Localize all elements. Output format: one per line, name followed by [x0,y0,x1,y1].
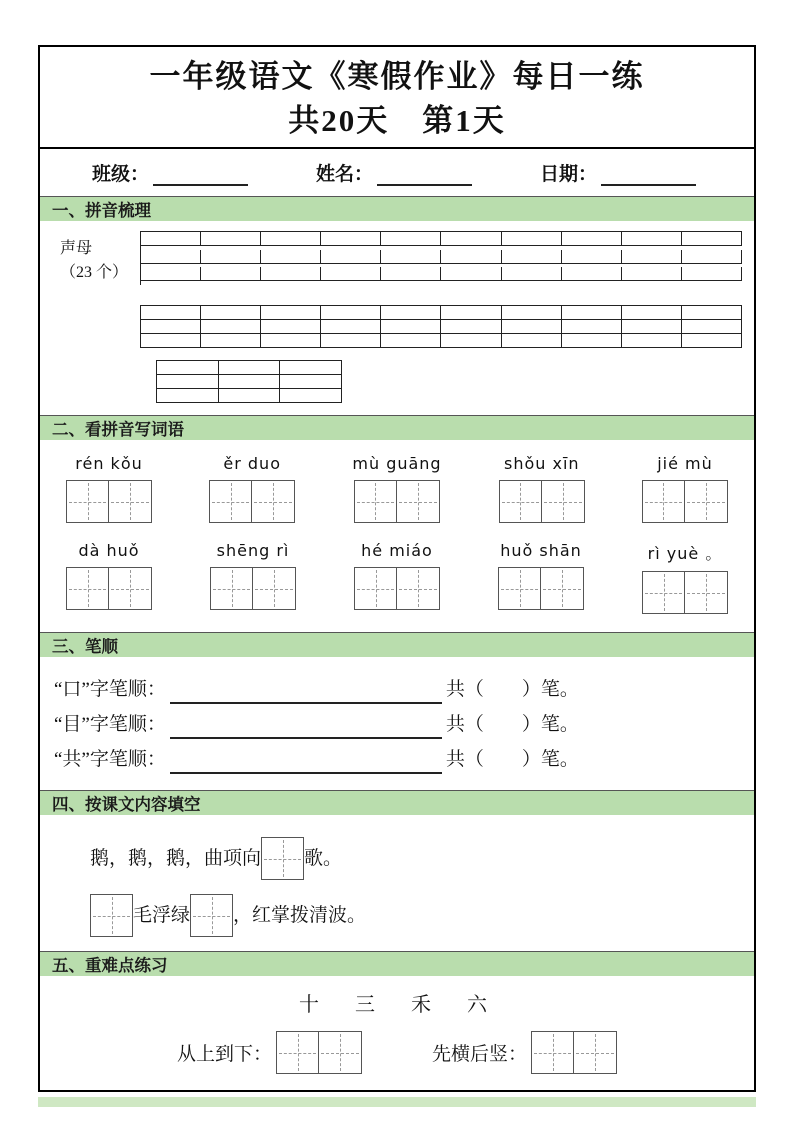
initials-label-line2: （23 个） [60,264,129,281]
pinyin-grid-cell[interactable] [261,267,321,281]
pinyin-grid-cell[interactable] [502,250,562,264]
pinyin-grid-cell[interactable] [622,267,682,281]
pinyin-grid-cell[interactable] [562,320,622,334]
date-label: 日期： [539,164,597,185]
stroke-answer-line[interactable] [170,750,442,774]
pinyin-grid-cell[interactable] [261,334,321,348]
pinyin-grid-table-1 [140,231,742,285]
writing-box[interactable] [685,480,728,523]
pinyin-grid-cell[interactable] [157,375,219,389]
writing-box[interactable] [66,480,109,523]
writing-box[interactable] [319,1031,362,1074]
section2-title: 二、看拼音写词语 [52,421,184,439]
pinyin-grid-cell[interactable] [502,334,562,348]
pinyin-grid-cell[interactable] [321,232,381,246]
word-group [642,454,728,523]
stroke-order-line [54,669,740,704]
word-group [642,541,728,614]
pinyin-grid-cell[interactable] [201,232,261,246]
practice-tasks-row [40,1031,754,1074]
writing-box[interactable] [498,567,541,610]
writing-box-pair [642,480,728,523]
writing-box[interactable] [209,480,252,523]
pinyin-grid-cell[interactable] [141,267,201,281]
pinyin-label: huǒ shān [500,541,582,560]
writing-box[interactable] [642,480,685,523]
pinyin-label: shǒu xīn [504,454,580,473]
writing-box-pair [531,1031,617,1074]
writing-box-pair [66,567,152,610]
class-label: 班级： [92,164,150,185]
header-fields-row [40,149,754,196]
pinyin-grid-cell[interactable] [141,250,201,264]
pinyin-grid-cell[interactable] [502,320,562,334]
stroke-suffix: 共（ ）笔。 [445,714,579,735]
writing-box[interactable] [685,571,728,614]
section4-header-bar [40,790,754,815]
writing-box[interactable] [109,567,152,610]
section4-content [40,815,754,951]
section5-header-bar [40,951,754,976]
pinyin-grid-cell[interactable] [280,389,342,403]
pinyin-grid-cell[interactable] [261,250,321,264]
pinyin-grid-cell[interactable] [321,334,381,348]
initials-label [60,231,140,285]
pinyin-grid-cell[interactable] [219,389,281,403]
pinyin-grid-cell[interactable] [321,306,381,320]
writing-box-pair [642,571,728,614]
pinyin-grid-cell[interactable] [141,334,201,348]
fill-text: 歌。 [304,847,343,869]
section3-content [40,657,754,790]
stroke-order-line [54,739,740,774]
pinyin-grid-cell[interactable] [562,306,622,320]
pinyin-label: ěr duo [223,454,281,473]
pinyin-grid-cell[interactable] [219,375,281,389]
pinyin-grid-cell[interactable] [321,250,381,264]
section3-title: 三、笔顺 [52,638,118,656]
writing-box[interactable] [354,567,397,610]
pinyin-grid-cell[interactable] [622,306,682,320]
pinyin-grid-cell[interactable] [502,306,562,320]
writing-box-pair [499,480,585,523]
pinyin-grid-cell[interactable] [381,250,441,264]
pinyin-grid-cell[interactable] [381,334,441,348]
fill-line-1 [90,837,754,880]
pinyin-label: rì yuè 。 [647,544,723,563]
pinyin-grid-cell[interactable] [562,334,622,348]
pinyin-label: shēng rì [216,541,290,560]
word-group [210,541,296,614]
section1-title: 一、拼音梳理 [52,202,151,220]
writing-box[interactable] [642,571,685,614]
pinyin-grid-cell[interactable] [682,320,742,334]
writing-box[interactable] [276,1031,319,1074]
title-block [40,47,754,149]
pinyin-grid-cell[interactable] [261,320,321,334]
pinyin-grid-cell[interactable] [441,250,501,264]
worksheet-frame [38,45,756,1092]
pinyin-grid-cell[interactable] [622,320,682,334]
fill-text: 毛浮绿 [133,904,191,926]
pinyin-grid-cell[interactable] [682,250,742,264]
task-label: 先横后竖： [432,1044,528,1065]
worksheet-subtitle: 共20天 第1天 [288,103,506,138]
writing-box[interactable] [210,567,253,610]
writing-box-pair [276,1031,362,1074]
pinyin-grid-cell[interactable] [682,232,742,246]
name-blank-line[interactable] [377,164,472,186]
section1-header-bar [40,196,754,221]
stroke-answer-line[interactable] [170,715,442,739]
writing-box[interactable] [531,1031,574,1074]
pinyin-grid-cell[interactable] [201,250,261,264]
stroke-prefix: “共”字笔顺： [54,749,166,770]
section2-content [40,440,754,632]
pinyin-grid-cell[interactable] [219,361,281,375]
date-field [540,159,696,186]
fill-line-2 [90,894,754,937]
pinyin-grid-cell[interactable] [201,334,261,348]
word-group [66,541,152,614]
pinyin-grid-cell[interactable] [562,232,622,246]
pinyin-grid-cell[interactable] [157,389,219,403]
writing-box-pair [354,567,440,610]
writing-box-pair [66,480,152,523]
writing-box[interactable] [499,480,542,523]
pinyin-grid-cell[interactable] [441,232,501,246]
writing-box[interactable] [541,567,584,610]
stroke-suffix: 共（ ）笔。 [445,679,579,700]
writing-box[interactable] [253,567,296,610]
pinyin-grid-cell[interactable] [201,306,261,320]
date-blank-line[interactable] [601,164,696,186]
pinyin-grid-table-3 [156,360,342,403]
writing-box[interactable] [109,480,152,523]
pinyin-grid-cell[interactable] [562,250,622,264]
pinyin-grid-cell[interactable] [682,334,742,348]
writing-box[interactable] [90,894,133,937]
pinyin-grid-cell[interactable] [441,320,501,334]
pinyin-grid-cell[interactable] [502,267,562,281]
pinyin-grid-cell[interactable] [280,361,342,375]
worksheet-title: 一年级语文《寒假作业》每日一练 [149,59,645,94]
word-group [352,454,441,523]
word-group [354,541,440,614]
writing-box-pair [209,480,295,523]
writing-box[interactable] [261,837,304,880]
footer-green-strip [38,1097,756,1107]
name-label: 姓名： [315,164,373,185]
task-top-to-bottom [177,1031,362,1074]
pinyin-grid-cell[interactable] [562,267,622,281]
task-label: 从上到下： [176,1044,272,1065]
initials-label-line1: 声母 [60,240,93,257]
pinyin-grid-cell[interactable] [261,232,321,246]
pinyin-grid-cell[interactable] [622,232,682,246]
word-group [66,454,152,523]
writing-box-pair [354,480,440,523]
writing-box[interactable] [397,567,440,610]
stroke-answer-line[interactable] [170,680,442,704]
pinyin-grid-cell[interactable] [261,306,321,320]
pinyin-grid-cell[interactable] [381,232,441,246]
pinyin-label: rén kǒu [75,454,143,473]
pinyin-grid-cell[interactable] [201,320,261,334]
writing-box[interactable] [574,1031,617,1074]
section1-content [40,221,754,415]
writing-box[interactable] [66,567,109,610]
name-field [316,159,472,186]
pinyin-grid-cell[interactable] [321,320,381,334]
pinyin-grid-cell[interactable] [381,267,441,281]
pinyin-grid-cell[interactable] [502,232,562,246]
stroke-suffix: 共（ ）笔。 [445,749,579,770]
writing-box[interactable] [354,480,397,523]
stroke-order-line [54,704,740,739]
pinyin-grid-cell[interactable] [141,232,201,246]
stroke-prefix: “目”字笔顺： [54,714,166,735]
word-group [498,541,584,614]
pinyin-grid-cell[interactable] [201,267,261,281]
pinyin-label: jié mù [657,454,713,473]
pinyin-grid-cell[interactable] [682,267,742,281]
section5-title: 五、重难点练习 [52,957,168,975]
section3-header-bar [40,632,754,657]
initials-row [60,231,742,285]
pinyin-grid-cell[interactable] [141,320,201,334]
word-group [499,454,585,523]
pinyin-grid-cell[interactable] [682,306,742,320]
stroke-prefix: “口”字笔顺： [54,679,166,700]
section4-title: 四、按课文内容填空 [52,796,201,814]
practice-characters: 十 三 禾 六 [299,994,495,1016]
writing-box-pair [498,567,584,610]
class-field [92,159,248,186]
pinyin-grid-cell[interactable] [280,375,342,389]
fill-text: 鹅，鹅，鹅，曲项向 [90,847,262,869]
word-row-1 [66,454,728,523]
word-group [209,454,295,523]
writing-box[interactable] [542,480,585,523]
section2-header-bar [40,415,754,440]
pinyin-grid-cell[interactable] [321,267,381,281]
pinyin-label: hé miáo [361,541,433,560]
pinyin-grid-cell[interactable] [441,334,501,348]
section5-content [40,976,754,1090]
writing-box-pair [210,567,296,610]
class-blank-line[interactable] [153,164,248,186]
pinyin-grid-cell[interactable] [157,361,219,375]
pinyin-label: dà huǒ [78,541,140,560]
pinyin-grid-cell[interactable] [622,250,682,264]
pinyin-grid-cell[interactable] [622,334,682,348]
pinyin-grid-cell[interactable] [441,306,501,320]
pinyin-grid-cell[interactable] [441,267,501,281]
writing-box[interactable] [252,480,295,523]
task-horizontal-first [432,1031,617,1074]
pinyin-label: mù guāng [352,454,442,473]
pinyin-grid-cell[interactable] [381,306,441,320]
word-row-2 [66,541,728,614]
writing-box[interactable] [190,894,233,937]
pinyin-grid-table-2 [140,305,742,348]
pinyin-grid-cell[interactable] [381,320,441,334]
pinyin-grid-cell[interactable] [141,306,201,320]
writing-box[interactable] [397,480,440,523]
fill-text: ，红掌拨清波。 [233,904,367,926]
